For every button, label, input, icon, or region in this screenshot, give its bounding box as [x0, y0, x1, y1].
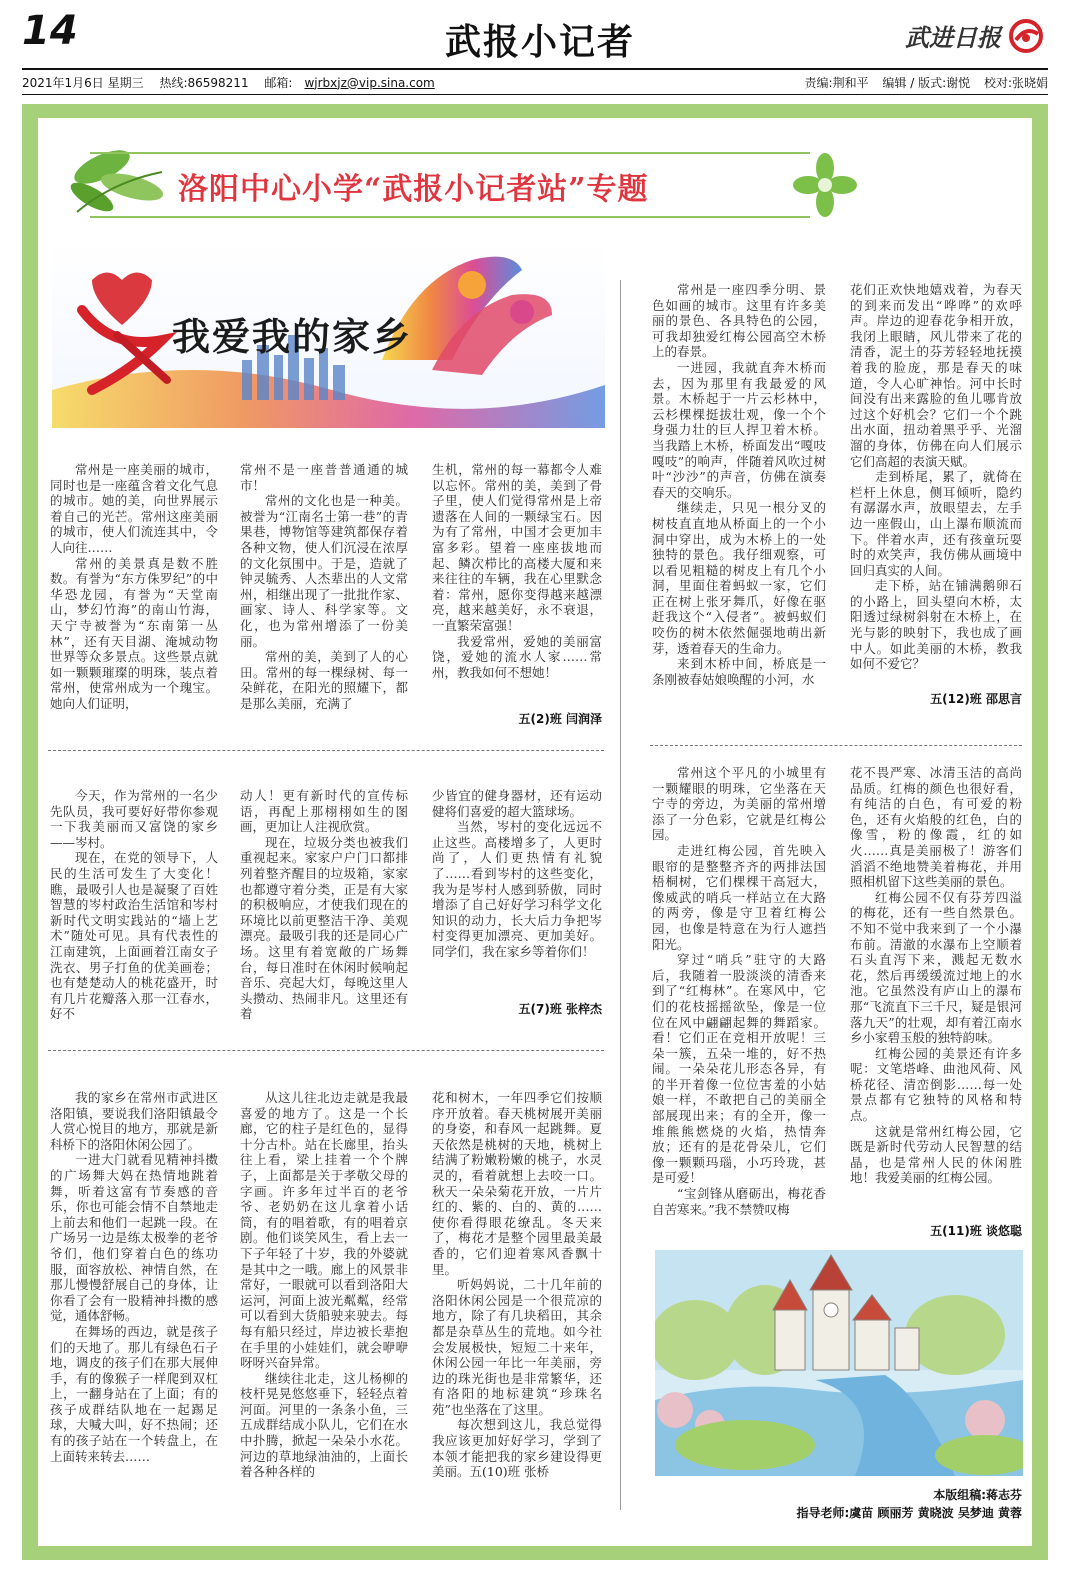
paragraph: “宝剑锋从磨砺出，梅花香自苦寒来。”我不禁赞叹梅	[652, 1186, 826, 1217]
paragraph: 走到桥尾，累了，就倚在栏杆上休息，侧耳倾听，隐约有潺潺水声，放眼望去，左手边一座假山，山上瀑布顺流而下。伴着水声，还有孩童玩耍时的欢笑声，我仿佛从画境中回归真实的人间。	[850, 469, 1022, 578]
paragraph: 现在，垃圾分类也被我们重视起来。家家户户门口都排列着整齐醒目的垃圾箱，家家也都遵守着分类，正是有大家的积极响应，才使我们现在的环境比以前更整洁干净、美观漂亮。最吸引我的还是同心广场。这里有着宽敞的广场舞台，每日准时在休闲时候响起音乐、亮起大灯，每晚这里人头攒动、热闹非凡。这里还有着	[240, 834, 408, 1022]
header-rule	[22, 68, 1048, 70]
email-label: 邮箱:	[264, 75, 293, 90]
article-4-signature: 五(11)班 谈悠聪	[930, 1224, 1022, 1238]
section-divider	[48, 750, 604, 751]
article-1-column-3	[432, 462, 602, 680]
hotline: 热线:86598211	[159, 75, 249, 90]
article-2-column-1	[652, 282, 826, 687]
column-rule	[620, 280, 621, 1510]
paragraph: 在舞场的西边，就是孩子们的天地了。那儿有绿色石子地，调皮的孩子们在那大展伸手，有的像猴子一样爬到双杠上，一翻身站在了上面；有的孩子成群结队地在一起踢足球，大喊大叫，好不热闹；还有的孩子站在一个转盘上，在上面转来转去……	[50, 1323, 218, 1464]
paragraph: 花不畏严寒、冰清玉洁的高尚品质。红梅的颜色也很好看，有纯洁的白色，有可爱的粉色，还有火焰般的红色，白的像雪，粉的像霞，红的如火……真是美丽极了！游客们滔滔不绝地赞美着梅花，并用照相机留下这些美丽的景色。	[850, 765, 1022, 890]
info-rule	[22, 94, 1048, 95]
article-5-column-1	[50, 1090, 218, 1464]
page-editor-credit: 本版组稿:蒋志芬	[933, 1488, 1022, 1502]
paragraph: 走下桥，站在铺满鹅卵石的小路上，回头望向木桥，太阳透过绿树斜射在木桥上，在光与影的映射下，我也成了画中人。如此美丽的木桥，教我如何不爱它？	[850, 578, 1022, 672]
paragraph: 每次想到这儿，我总觉得我应该更加好好学习，学到了本领才能把我的家乡建设得更美丽。五(10)班 张桥	[432, 1417, 602, 1480]
paragraph: 生机，常州的每一幕都令人难以忘怀。常州的美，美到了骨子里，使人们觉得常州是上帝遗落在人间的一颗绿宝石。因为有了常州，中国才会更加丰富多彩。望着一座座拔地而起、鳞次栉比的高楼大厦和来来往往的车辆，我在心里默念着：常州，愿你变得越来越漂亮，越来越美好，永不衰退，一直繁荣富强！	[432, 462, 602, 633]
info-bar	[22, 72, 1048, 92]
paragraph: 少皆宜的健身器材，还有运动健将们喜爱的超大篮球场。	[432, 788, 602, 819]
paragraph: 穿过“哨兵”驻守的大路后，我随着一股淡淡的清香来到了“红梅林”。在寒风中，它们的花枝摇摇欲坠，像是一位位在风中翩翩起舞的舞蹈家。看！它们正在竞相开放呢！三朵一簇，五朵一堆的，好不热闹。一朵朵花儿形态各异，有的半开着像一位位害羞的小姑娘一样，不敢把自己的美丽全部展现出来；有的全开，像一堆熊熊燃烧的火焰，热情奔放；还有的是花骨朵儿，它们像一颗颗玛瑙，小巧玲珑，甚是可爱！	[652, 952, 826, 1186]
paragraph: 当然，岑村的变化远远不止这些。高楼增多了，人更时尚了，人们更热情有礼貌了……看到岑村的这些变化，我为是岑村人感到骄傲，同时增添了自己好好学习科学文化知识的动力，长大后力争把岑村变得更加漂亮、更加美好。同学们，我在家乡等着你们！	[432, 819, 602, 959]
paragraph: 常州的美，美到了人的心田。常州的每一棵绿树、每一朵鲜花，在阳光的照耀下，都是那么美丽，充满了	[240, 649, 408, 711]
paragraph: 红梅公园的美景还有许多呢：文笔塔峰、曲池风荷、风桥花径、清峦倒影……每一处景点都有它独特的风格和特点。	[850, 1045, 1022, 1124]
paragraph: 常州是一座美丽的城市，同时也是一座蕴含着文化气息的城市。她的美，向世界展示着自己的光芒。常州这座美丽的城市，使人们流连其中，令人向往……	[50, 462, 218, 555]
paragraph: 来到木桥中间，桥底是一条刚被春姑娘唤醒的小河，水	[652, 656, 826, 687]
newspaper-logo-icon	[1008, 18, 1044, 54]
paragraph: 我的家乡在常州市武进区洛阳镇，要说我们洛阳镇最令人赏心悦目的地方，那就是新科桥下的洛阳休闲公园了。	[50, 1090, 218, 1152]
article-2-column-2	[850, 282, 1022, 672]
page-number: 14	[22, 8, 78, 54]
paragraph: 常州不是一座普普通通的城市！	[240, 462, 408, 493]
article-4-column-1	[652, 765, 826, 1217]
banner-title: 洛阳中心小学“武报小记者站”专题	[178, 172, 649, 207]
paragraph: 从这儿往北边走就是我最喜爱的地方了。这是一个长廊，它的柱子是红色的，显得十分古朴。站在长廊里，抬头往上看，梁上挂着一个个牌子，上面都是关于孝敬父母的字画。许多年过半百的老爷爷、老奶奶在这儿拿着小话筒，有的唱着歌，有的唱着京剧。他们谈笑风生，看上去一下子年轻了十岁，我的外婆就是其中之一哦。廊上的风景非常好，一眼就可以看到洛阳大运河，河面上波光粼粼，经常可以看到大货船驶来驶去。每每有船只经过，岸边被长辈抱在手里的小娃娃们，就会咿咿呀呀兴奋异常。	[240, 1090, 408, 1371]
paragraph: 我爱常州，爱她的美丽富饶，爱她的流水人家……常州，教我如何不想她！	[432, 633, 602, 680]
advisors-credit: 指导老师:虞苗 顾丽芳 黄晓波 吴梦迪 黄蓉	[796, 1506, 1022, 1520]
article-1-signature: 五(2)班 闫润泽	[518, 712, 602, 726]
article-3-column-2	[240, 788, 408, 1022]
paragraph: 一进大门就看见精神抖擞的广场舞大妈在热情地跳着舞，听着这富有节奏感的音乐，你也可能会情不自禁地走上前去和他们一起跳一段。在广场另一边是练太极拳的老爷爷们，他们穿着白色的练功服，面容放松、神情自然，在那儿慢慢舒展自己的身体，让你看了会有一股精神抖擞的感觉，通体舒畅。	[50, 1152, 218, 1324]
article-1-column-1	[50, 462, 218, 712]
article-5-column-2	[240, 1090, 408, 1480]
paragraph: 常州是一座四季分明、景色如画的城市。这里有许多美丽的景色、各具特色的公园，可我却独爱红梅公园高空木桥上的春景。	[652, 282, 826, 360]
paragraph: 这就是常州红梅公园，它既是新时代劳动人民智慧的结晶，也是常州人民的休闲胜地！我爱美丽的红梅公园。	[850, 1123, 1022, 1186]
hero-title: 我爱我的家乡	[172, 315, 413, 359]
paragraph: 一进园，我就直奔木桥而去，因为那里有我最爱的风景。木桥起于一片云杉林中，云杉棵棵挺拔壮观，像一个个身强力壮的巨人捍卫着木桥。当我踏上木桥，桥面发出“嘎吱嘎吱”的响声，伴随着风吹过树叶“沙沙”的声音，仿佛在演奏春天的交响乐。	[652, 359, 826, 500]
paragraph: 听妈妈说，二十几年前的洛阳休闲公园是一个很荒凉的地方，除了有几块稻田，其余都是杂草丛生的荒地。如今社会发展极快，短短二十来年，休闲公园一年比一年美丽，旁边的珠光街也是非常繁华，还有洛阳的地标建筑“珍珠名苑”也坐落在了这里。	[432, 1277, 602, 1417]
paragraph: 红梅公园不仅有芬芳四溢的梅花，还有一些自然景色。不知不觉中我来到了一个小瀑布前。清澈的水瀑布上空顺着石头直泻下来，溅起无数水花，然后再缓缓流过地上的水池。它虽然没有庐山上的瀑布那“飞流直下三千尺，疑是银河落九天”的壮观，却有着江南水乡小家碧玉般的独特韵味。	[850, 889, 1022, 1046]
flower-ornament-icon	[790, 150, 860, 220]
editor-credit: 责编:荆和平	[804, 75, 869, 90]
article-4-column-2	[850, 765, 1022, 1186]
issue-date: 2021年1月6日 星期三	[22, 75, 144, 90]
article-5-column-3	[432, 1090, 602, 1480]
layout-credit: 编辑 / 版式:谢悦	[882, 75, 971, 90]
article-1-column-2	[240, 462, 408, 712]
paragraph: 花们正欢快地嬉戏着，为春天的到来而发出“哗哗”的欢呼声。岸边的迎春花争相开放，我闭上眼睛，风儿带来了花的清香，泥土的芬芳轻轻地抚摸着我的脸庞，那是春天的味道，令人心旷神怡。河中长时间没有出来露脸的鱼儿哪肯放过这个好机会？它们一个个跳出水面，扭动着黑乎乎、光溜溜的身体，仿佛在向人们展示它们高超的表演天赋。	[850, 282, 1022, 469]
paragraph: 花和树木，一年四季它们按顺序开放着。春天桃树展开美丽的身姿，和春风一起跳舞。夏天依然是桃树的天地，桃树上结满了粉嫩粉嫩的桃子，水灵灵的，看着就想上去咬一口。秋天一朵朵菊花开放，一片片红的、紫的、白的、黄的……使你看得眼花缭乱。冬天来了，梅花才是整个园里最美最香的，它们迎着寒风香飘十里。	[432, 1090, 602, 1277]
paragraph: 走进红梅公园，首先映入眼帘的是整整齐齐的两排法国梧桐树，它们棵棵干高冠大，像威武的哨兵一样站立在大路的两旁，像是守卫着红梅公园，也像是特意在为行人遮挡阳光。	[652, 842, 826, 952]
email-link[interactable]: wjrbxjz@vip.sina.com	[304, 75, 435, 90]
paragraph: 常州的美景真是数不胜数。有誉为“东方侏罗纪”的中华恐龙园，有誉为“天堂南山，梦幻竹海”的南山竹海，天宁寺被誉为“东南第一丛林”，还有天目湖、淹城动物世界等众多景点。这些景点就如一颗颗璀璨的明珠，装点着常州，使常州成为一个瑰宝。她向人们证明，	[50, 555, 218, 711]
paragraph: 常州这个平凡的小城里有一颗耀眼的明珠，它坐落在天宁寺的旁边，为美丽的常州增添了一分色彩，它就是红梅公园。	[652, 765, 826, 843]
article-2-signature: 五(12)班 邵思言	[930, 692, 1022, 706]
article-3-column-3	[432, 788, 602, 960]
paragraph: 动人！更有新时代的宣传标语，再配上那栩栩如生的图画，更加让人注视欣赏。	[240, 788, 408, 835]
article-3-signature: 五(7)班 张梓杰	[518, 1002, 602, 1016]
proofreader-credit: 校对:张晓娟	[983, 75, 1048, 90]
newspaper-logo-text: 武进日报	[905, 23, 1001, 52]
section-divider	[48, 1050, 604, 1051]
paragraph: 常州的文化也是一种美。被誉为“江南名士第一巷”的青果巷，博物馆等建筑都保存着各种文物，使人们沉浸在浓厚的文化氛围中。于是，造就了钟灵毓秀、人杰辈出的人文常州，相继出现了一批批作家、画家、诗人、科学家等。文化，也为常州增添了一份美丽。	[240, 493, 408, 649]
section-title: 武报小记者	[444, 22, 635, 63]
paragraph: 今天，作为常州的一名少先队员，我可要好好带你参观一下我美丽而又富饶的家乡——岑村。	[50, 788, 218, 850]
section-divider	[650, 745, 1022, 746]
park-painting	[655, 1250, 1023, 1476]
article-3-column-1	[50, 788, 218, 1022]
paragraph: 现在，在党的领导下，人民的生活可发生了大变化！瞧，最吸引人也是凝聚了百姓智慧的岑村政治生活馆和岑村新时代文明实践站的“墙上艺术”随处可见。具有代表性的江南建筑，上面画着江南女子洗衣、男子打鱼的优美画卷；也有楚楚动人的桃花盛开，时有几片花瓣落入那一江春水，好不	[50, 850, 218, 1022]
paragraph: 继续往北走，这儿杨柳的枝杆晃晃悠悠垂下，轻轻点着河面。河里的一条条小鱼，三五成群结成小队儿，它们在水中扑腾，掀起一朵朵小水花。河边的草地绿油油的，上面长着各种各样的	[240, 1370, 408, 1480]
paragraph: 继续走，只见一根分叉的树枝直直地从桥面上的一个小洞中穿出，成为木桥上的一处独特的景色。我仔细观察，可以看见粗糙的树皮上有几个小洞，里面住着蚂蚁一家，它们正在树上张牙舞爪，好像在驱赶我这个“入侵者”。被蚂蚁们咬伤的树木依然倔强地萌出新芽，透着春天的生命力。	[652, 500, 826, 656]
